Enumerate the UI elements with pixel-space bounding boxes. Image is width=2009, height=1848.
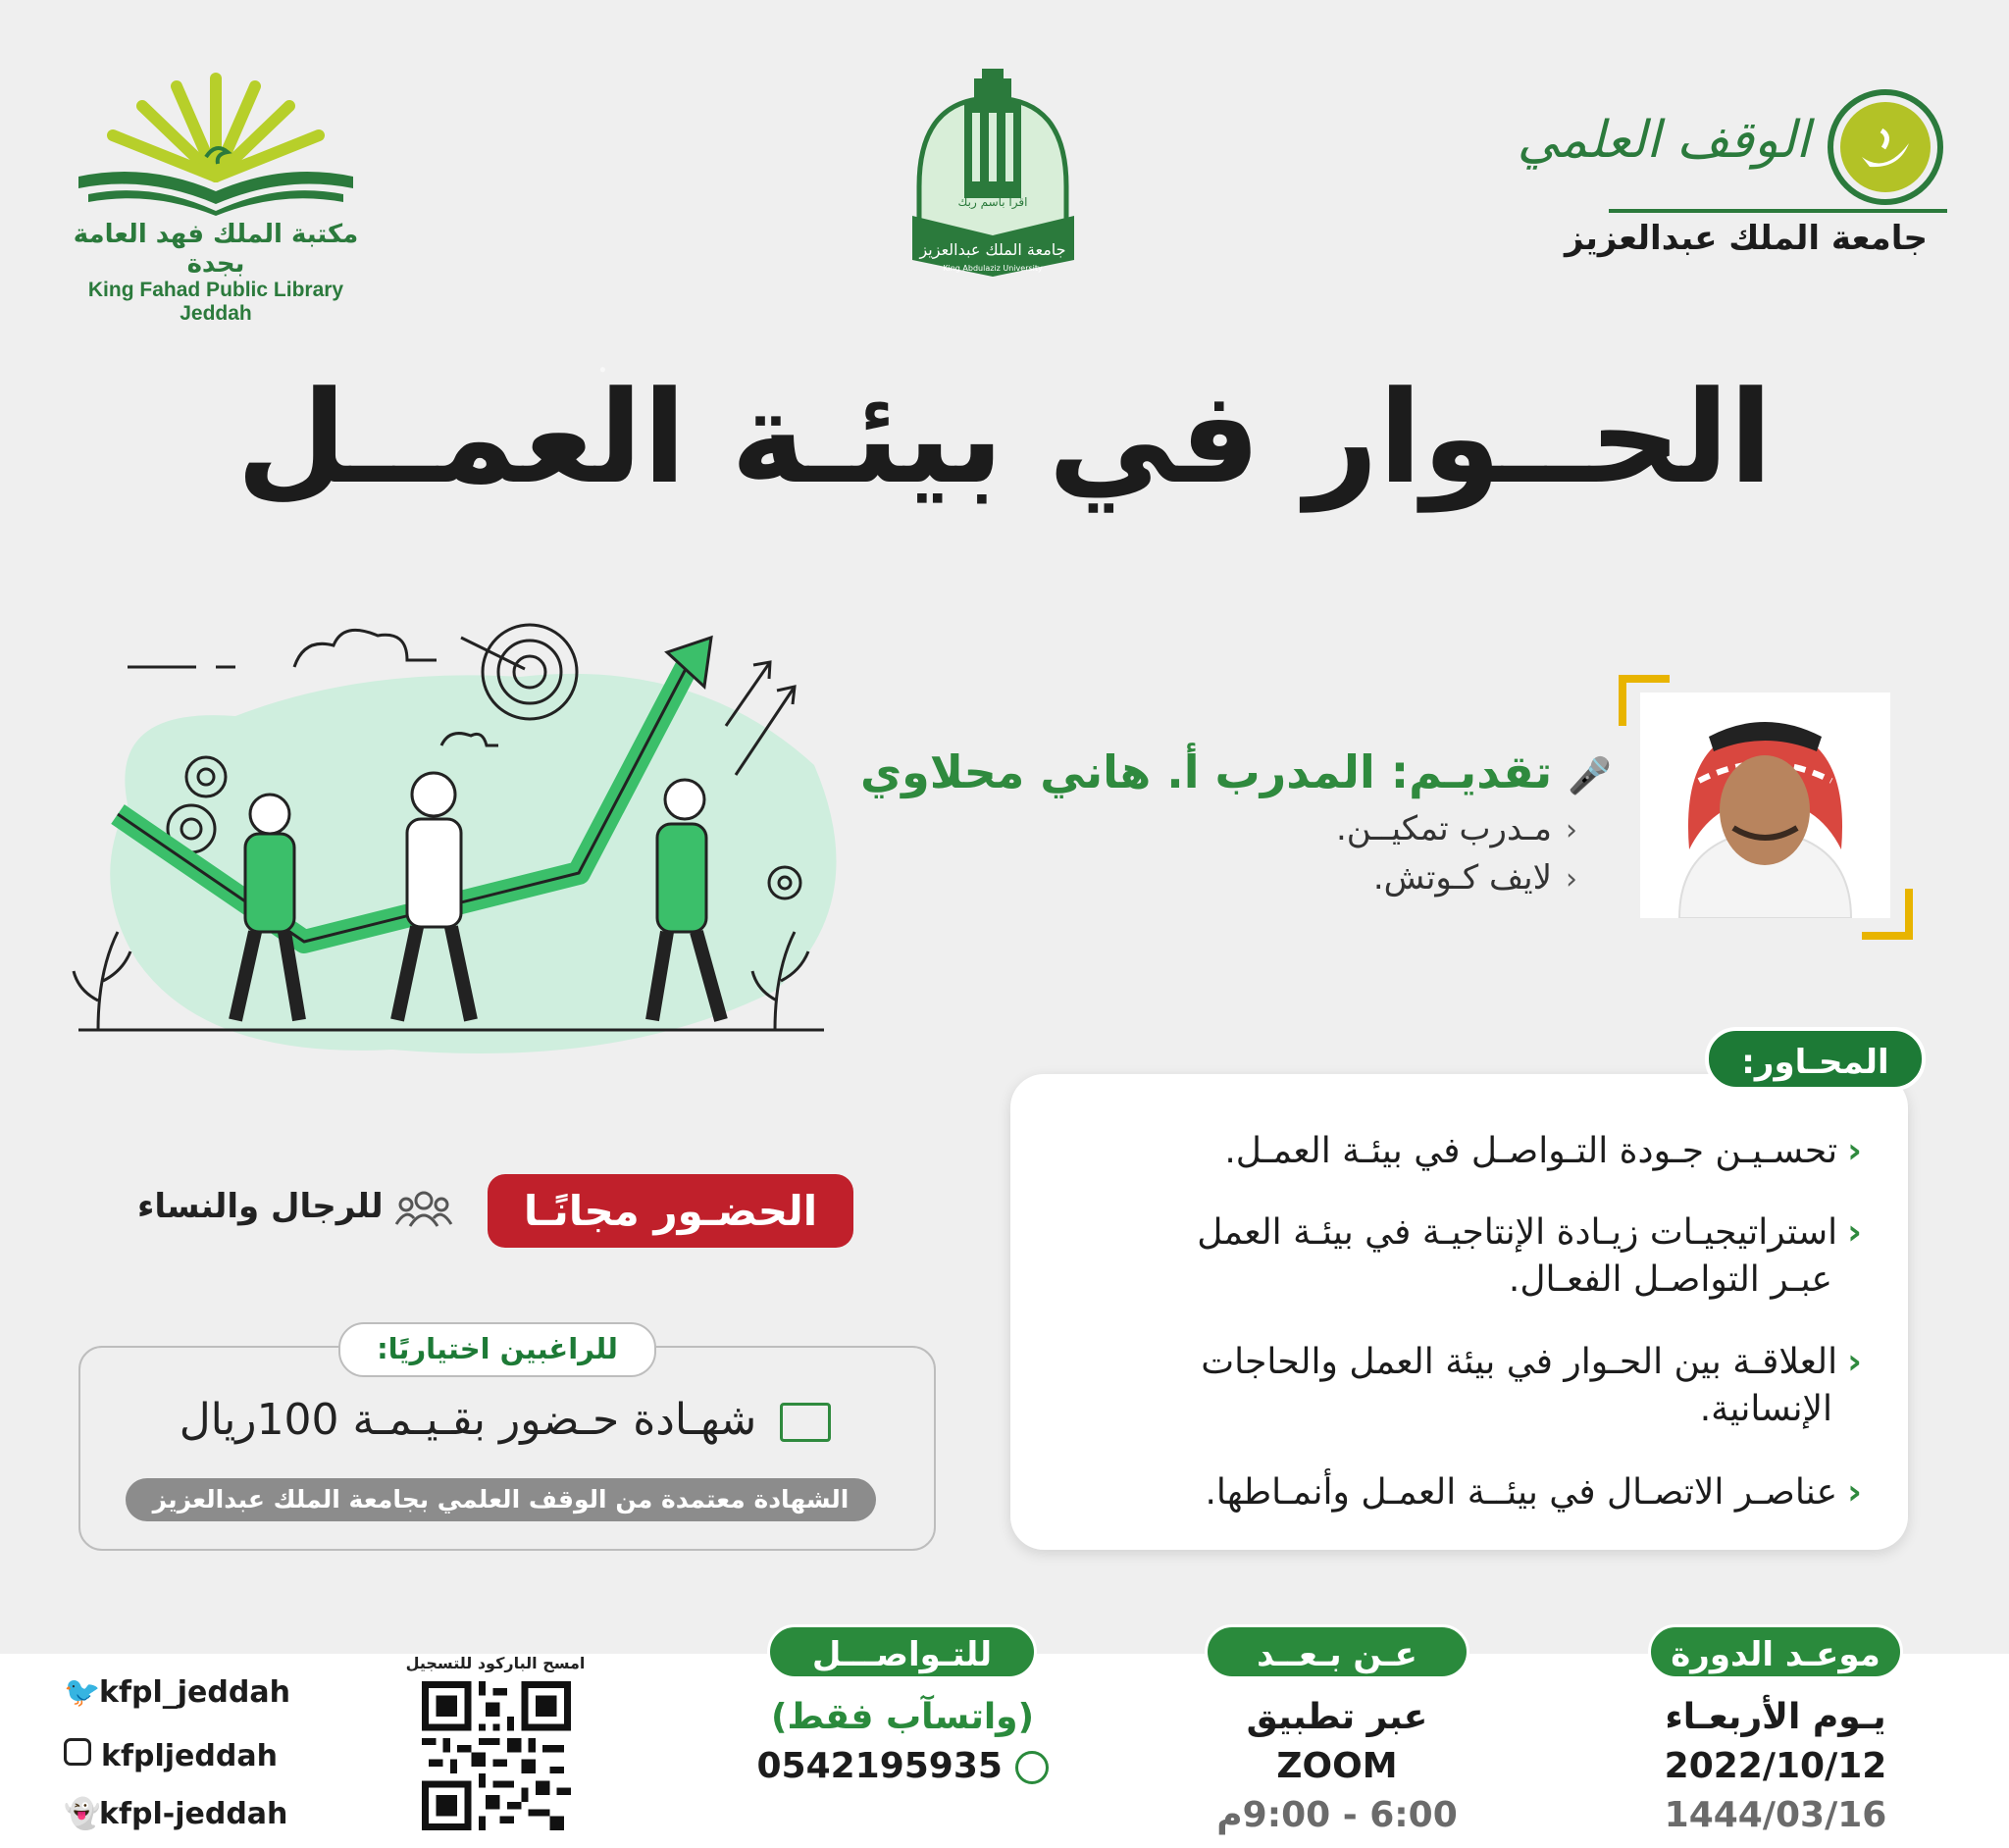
snapchat-icon: 👻 xyxy=(64,1797,101,1831)
certificate-icon xyxy=(780,1403,831,1442)
teamwork-growth-illustration xyxy=(69,608,853,1069)
kfpl-english-name: King Fahad Public Library Jeddah xyxy=(87,279,344,325)
social-instagram[interactable] xyxy=(64,1738,278,1773)
contact-note: (واتسآب فقط) xyxy=(770,1697,1035,1737)
presenter-role-2 xyxy=(1373,858,1577,898)
certificate-main xyxy=(0,1395,1010,1445)
course-gregorian-date: 2022/10/12 xyxy=(1664,1746,1887,1786)
audience-label xyxy=(137,1187,453,1228)
axes-header: المحـاور: xyxy=(1705,1027,1926,1091)
social-snapchat[interactable] xyxy=(64,1797,287,1831)
open-book-sunburst-icon xyxy=(69,69,363,216)
axis-line: العلاقـة بين الحـوار في بيئة العمل والحاجات xyxy=(1201,1342,1838,1382)
free-attendance-badge: الحضـور مجانًـا xyxy=(488,1174,853,1248)
people-icon xyxy=(394,1189,453,1228)
presenter-name-text: تقديـم: المدرب أ. هاني محلاوي xyxy=(859,745,1553,798)
qr-label: امسح الباركود للتسجيل xyxy=(405,1654,586,1672)
remote-time: 6:00 - 9:00م xyxy=(1216,1795,1458,1835)
presenter-photo-frame xyxy=(1619,675,1913,940)
course-date-pill: موعـد الدورة xyxy=(1648,1624,1903,1679)
remote-pill: عـن بـعــد xyxy=(1205,1624,1469,1679)
waqf-name: الوقف العلمي xyxy=(1517,111,1810,170)
whatsapp-icon xyxy=(1015,1751,1049,1784)
presenter-photo xyxy=(1640,693,1890,918)
axis-item-4 xyxy=(1097,1469,1862,1516)
chevron-left-icon: ‹ xyxy=(1847,1212,1862,1253)
chevron-left-icon: ‹ xyxy=(1847,1472,1862,1513)
presenter-role-1 xyxy=(1336,809,1577,848)
registration-qr-code[interactable] xyxy=(422,1681,571,1830)
contact-phone-number[interactable]: 0542195935 xyxy=(756,1746,1003,1786)
kau-seal-motto: اقرأ باسم ربك xyxy=(957,195,1028,209)
social-handle: kfpl-jeddah xyxy=(99,1797,288,1831)
presenter-role-text: لايف كـوتش. xyxy=(1372,858,1552,898)
certificate-note: الشهادة معتمدة من الوقف العلمي بجامعة الملك عبدالعزيز xyxy=(126,1478,876,1521)
page-title: الحــوار في بيئـة العمــل xyxy=(235,363,1774,512)
chevron-left-icon: ‹ xyxy=(1847,1131,1862,1171)
audience-text: للرجال والنساء xyxy=(137,1187,384,1226)
microphone-icon: 🎤 xyxy=(1568,756,1612,796)
waqf-logo xyxy=(1517,86,1947,263)
axis-line: عبـر التواصـل الفعـال. xyxy=(1508,1259,1832,1300)
axis-item-2 xyxy=(1097,1209,1862,1304)
waqf-divider xyxy=(1609,209,1947,213)
axis-line: استراتيجيـات زيـادة الإنتاجيـة في بيئـة العمل xyxy=(1197,1212,1838,1253)
instagram-icon xyxy=(64,1738,91,1766)
chevron-left-icon: ‹ xyxy=(1566,862,1577,897)
course-hijri-date: 1444/03/16 xyxy=(1664,1795,1887,1835)
axis-line: عناصـر الاتصـال في بيئــة العمـل وأنمـاطها. xyxy=(1205,1472,1838,1513)
axis-item-3 xyxy=(1097,1339,1862,1433)
presenter-role-text: مـدرب تمكيــن. xyxy=(1335,809,1552,848)
social-twitter[interactable] xyxy=(64,1675,290,1710)
chevron-left-icon: ‹ xyxy=(1566,813,1577,847)
waqf-emblem-icon xyxy=(1825,86,1947,209)
remote-via: عبر تطبيق xyxy=(1246,1697,1428,1737)
contact-phone xyxy=(755,1746,1050,1786)
axis-line: تحسـيـن جـودة التـواصـل في بيئـة العمـل. xyxy=(1224,1131,1838,1171)
certificate-header: للراغبين اختياريًا: xyxy=(338,1322,656,1377)
university-tower-icon xyxy=(907,69,1079,280)
kfpl-logo xyxy=(69,69,363,325)
certificate-main-text: شهـادة حـضور بقـيـمـة 100ريال xyxy=(179,1395,757,1445)
social-handle: kfpljeddah xyxy=(101,1739,278,1773)
axis-item-1 xyxy=(1097,1128,1862,1175)
kau-seal-logo xyxy=(907,69,1079,280)
presenter-name xyxy=(860,745,1612,798)
twitter-icon: 🐦 xyxy=(64,1675,101,1710)
axis-line: الإنسانية. xyxy=(1699,1389,1832,1429)
kau-seal-arabic: جامعة الملك عبدالعزيز xyxy=(919,240,1066,259)
chevron-left-icon: ‹ xyxy=(1847,1342,1862,1382)
kfpl-arabic-name: مكتبة الملك فهد العامة بجدة xyxy=(73,220,359,279)
kau-seal-english: King Abdulaziz University xyxy=(943,264,1043,273)
remote-app: ZOOM xyxy=(1276,1746,1398,1786)
social-handle: kfpl_jeddah xyxy=(99,1675,290,1710)
course-day: يـوم الأربعـاء xyxy=(1665,1697,1886,1737)
contact-pill: للتـواصـــل xyxy=(767,1624,1037,1679)
waqf-university: جامعة الملك عبدالعزيز xyxy=(1565,219,1928,258)
